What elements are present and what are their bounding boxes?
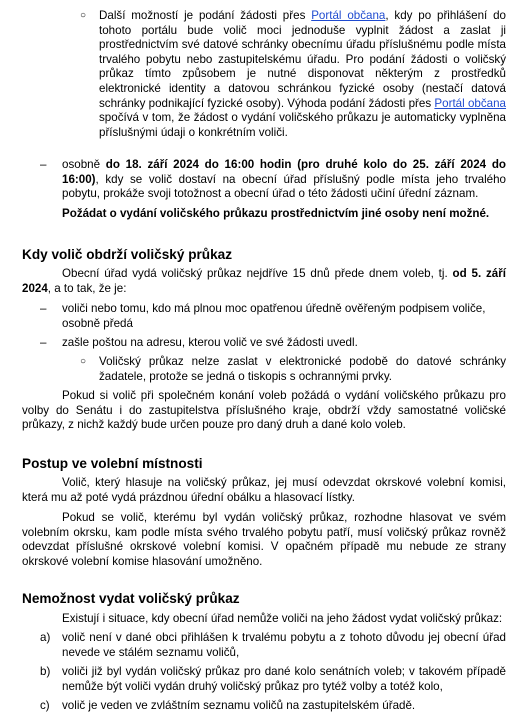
list-letter: a) — [40, 631, 51, 644]
personal-deadline: do 18. září 2024 do 16:00 hodin (pro druhé kolo do 25. září 2024 do 16:00) — [62, 158, 506, 186]
joint-elections-paragraph: Pokud si volič při společném konání voleb požádá o vydání voličského průkazu pro volby do Senátu i do zastupitelstva příslušného kraje, obdrží vždy samostatné voličské průkazy, z nichž každý bude určen pouze pro daný druh a dané kolo voleb. — [22, 389, 506, 432]
list-letter: c) — [40, 699, 50, 712]
section-heading-when: Kdy volič obdrží voličský průkaz — [22, 247, 233, 262]
section-heading-polling: Postup ve volební místnosti — [22, 456, 203, 471]
no-electronic-delivery-note: Voličský průkaz nelze zaslat v elektronické podobě do datové schránky žadatele, protože se jedná o tiskopis s ochrannými prvky. — [99, 355, 506, 383]
portal-obcana-paragraph — [99, 9, 506, 140]
impossibility-item-b: voliči již byl vydán voličský průkaz pro dané kolo senátních voleb; v takovém případě nemůže být voliči vydán druhý voličský průkaz pro tytéž volby a totéž kolo, — [62, 665, 506, 693]
list-item-post: zašle poštou na adresu, kterou volič ve své žádosti uvedl. — [62, 336, 358, 349]
list-item-handover: voliči nebo tomu, kdo má plnou moc opatřenou úředně ověřeným podpisem voliče, osobně předá — [62, 302, 486, 330]
list-dash: – — [40, 302, 47, 315]
section1-intro-date: od 5. září 2024 — [22, 267, 506, 295]
list-letter: b) — [40, 665, 51, 678]
portal-text-1: Další možností je podání žádosti přes — [99, 9, 312, 22]
list-dash: – — [40, 336, 47, 349]
section1-intro-b: , a to tak, že je: — [47, 281, 127, 295]
impossibility-intro: Existují i situace, kdy obecní úřad nemůže voliči na jeho žádost vydat voličský průkaz: — [62, 612, 503, 625]
personal-submission-item — [62, 158, 506, 202]
section1-intro-a: Obecní úřad vydá voličský průkaz nejdříve 15 dnů přede dnem voleb, tj. — [62, 267, 453, 280]
section-heading-impossibility: Nemožnost vydat voličský průkaz — [22, 591, 240, 606]
portal-obcana-link[interactable]: Portál občana — [311, 9, 386, 22]
polling-paragraph-1: Volič, který hlasuje na voličský průkaz, jej musí odevzdat okrskové volební komisi, která mu až poté vydá prázdnou úřední obálku a hlasovací lístky. — [22, 476, 506, 504]
personal-text-b: , kdy se volič dostaví na obecní úřad příslušný podle místa jeho trvalého pobytu, prokáže svoji totožnost a obecní úřad o této žádosti učiní úřední záznam. — [62, 172, 506, 201]
section1-intro — [22, 267, 506, 296]
hollow-circle-bullet-icon: ○ — [80, 10, 87, 21]
polling-paragraph-2: Pokud se volič, kterému byl vydán voličský průkaz, rozhodne hlasovat ve svém volebním okrsku, kam podle místa svého trvalého pobytu patří, musí voličský průkaz rovněž odevzdat příslušné okrskové volební komisi. V opačném případě mu nebude ze strany okrskové volební komise hlasování umožněno. — [22, 511, 506, 568]
hollow-circle-bullet-icon: ○ — [80, 356, 87, 367]
proxy-not-allowed-note: Požádat o vydání voličského průkazu prostřednictvím jiné osoby není možné. — [62, 207, 490, 220]
personal-text-a: osobně — [62, 158, 106, 171]
list-dash: – — [40, 158, 47, 171]
impossibility-item-c: volič je veden ve zvláštním seznamu voličů na zastupitelském úřadě. — [62, 699, 416, 712]
portal-text-3: spočívá v tom, že žádost o vydání voličského průkazu je automaticky vyplněna příslušnými údaji o konkrétním voliči. — [99, 111, 506, 139]
portal-text-2: , kdy po přihlášení do tohoto portálu bude volič moci jednoduše vyplnit žádost a zaslat ji prostřednictvím své datové schránky obecnímu úřadu příslušnému podle místa trvalého pobytu nebo zastupitelskému úřadu. Pro podání žádosti o voličský průkaz tímto způsobem je nutné disponovat některým z prostředků elektronické identity a datovou schránkou fyzické osoby (nestačí datová schránky podnikající fyzické osoby). Výhoda podání žádosti přes — [99, 9, 506, 110]
portal-obcana-link-2[interactable]: Portál občana — [434, 96, 507, 110]
impossibility-item-a: volič není v dané obci přihlášen k trvalému pobytu a z tohoto důvodu jej obecní úřad nevede ve stálém seznamu voličů, — [62, 631, 506, 659]
